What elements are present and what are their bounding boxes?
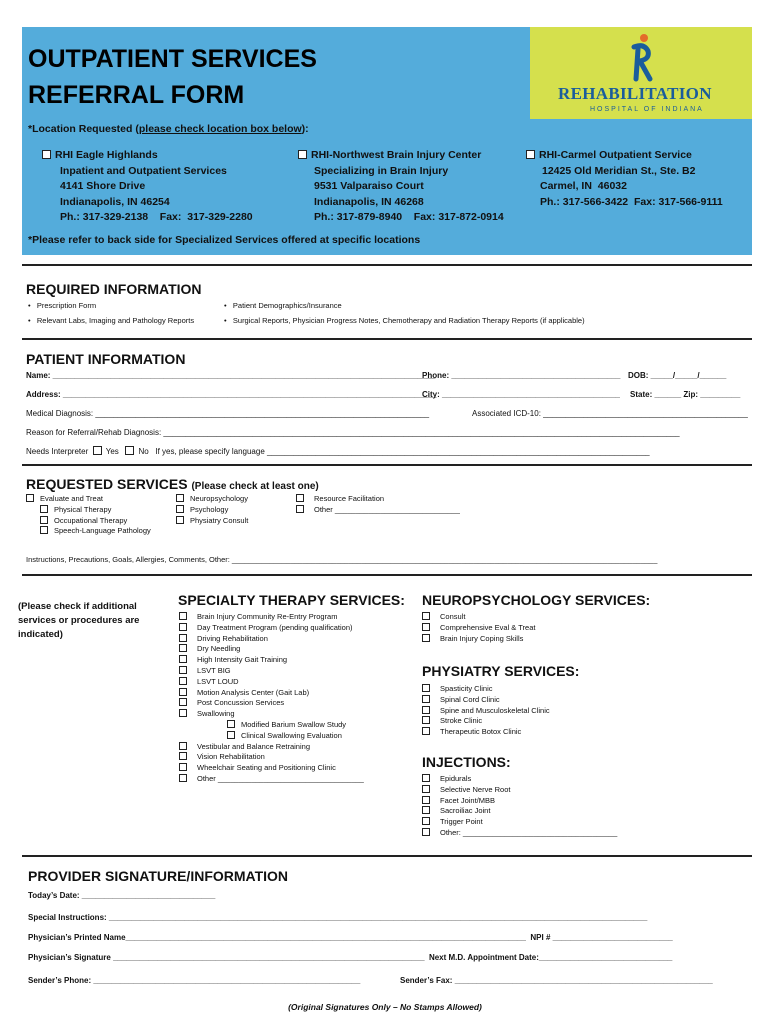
specialty-item[interactable]: Motion Analysis Center (Gait Lab) [179,688,364,699]
specialty-item[interactable]: Swallowing [179,709,364,720]
requested-services-heading: REQUESTED SERVICES (Please check at least one) [26,476,319,492]
service-neuropsychology[interactable]: Neuropsychology [176,494,248,505]
injection-item[interactable]: Sacroiliac Joint [422,806,617,817]
location-checkbox-eagle[interactable] [42,150,51,159]
requested-col-2 [176,494,248,526]
physician-signature-field[interactable]: Physician’s Signature ______________________________________________________________________ Next M.D. Appointment Date:______________________________ [28,953,673,962]
language-field[interactable]: If yes, please specify language ______________________________________________________________________________________ [155,447,650,456]
required-item-4: • Surgical Reports, Physician Progress Notes, Chemotherapy and Radiation Therapy Reports (if applicable) [224,316,585,325]
dob-field[interactable]: DOB: _____/_____/______ [628,371,727,380]
divider-3 [22,464,752,466]
patient-info-heading: PATIENT INFORMATION [26,351,186,367]
neuro-item[interactable]: Brain Injury Coping Skills [422,634,535,645]
title-line-2: REFERRAL FORM [28,81,245,109]
special-instructions-field[interactable]: Special Instructions: _________________________________________________________________________________________________________________________ [28,913,648,922]
specialty-item[interactable]: Vestibular and Balance Retraining [179,742,364,753]
physiatry-list [422,684,550,738]
address-field[interactable]: Address: ____________________________________________________________________________________ [26,390,437,399]
physiatry-item[interactable]: Stroke Clinic [422,716,550,727]
additional-services-note: (Please check if additional services or procedures are indicated) [18,601,140,640]
requested-col-1 [26,494,151,537]
location-eagle-highlands[interactable]: RHI Eagle Highlands Inpatient and Outpatient Services 4141 Shore Drive Indianapolis, IN 46254 Ph.: 317-329-2138 Fax: 317-329-2280 [42,148,253,226]
swallow-sub-item[interactable]: Clinical Swallowing Evaluation [179,731,364,742]
specialty-item[interactable]: Brain Injury Community Re-Entry Program [179,612,364,623]
location-checkbox-northwest[interactable] [298,150,307,159]
service-resource-facilitation[interactable]: Resource Facilitation [296,494,460,505]
required-item-1: • Prescription Form [28,301,97,310]
injection-item[interactable]: Epidurals [422,774,617,785]
rehabilitation-figure-icon [626,33,656,83]
form-header [22,27,752,255]
provider-heading: PROVIDER SIGNATURE/INFORMATION [28,868,289,884]
injections-list [422,774,617,839]
divider-1 [22,264,752,266]
diagnosis-field[interactable]: Medical Diagnosis: ___________________________________________________________________________ [26,409,430,418]
specialty-item[interactable]: Driving Rehabilitation [179,634,364,645]
sender-fax-field[interactable]: Sender’s Fax: __________________________________________________________ [400,976,713,985]
specialty-list [179,612,364,785]
neuro-heading: NEUROPSYCHOLOGY SERVICES: [422,592,651,608]
interpreter-yes-checkbox[interactable] [93,446,102,455]
location-checkbox-carmel[interactable] [526,150,535,159]
injection-item[interactable]: Trigger Point [422,817,617,828]
service-psychology[interactable]: Psychology [176,505,248,516]
service-physical-therapy[interactable]: Physical Therapy [26,505,151,516]
required-info-heading: REQUIRED INFORMATION [26,281,202,297]
injection-item[interactable]: Selective Nerve Root [422,785,617,796]
service-occupational-therapy[interactable]: Occupational Therapy [26,516,151,527]
physiatry-item[interactable]: Spasticity Clinic [422,684,550,695]
specialty-item[interactable]: Other ___________________________________ [179,774,364,785]
neuro-item[interactable]: Comprehensive Eval & Treat [422,623,535,634]
logo-box [530,27,752,119]
phone-field[interactable]: Phone: ______________________________________ [422,371,621,380]
service-evaluate-treat[interactable]: Evaluate and Treat [26,494,151,505]
specialty-item[interactable]: Vision Rehabilitation [179,752,364,763]
todays-date-field[interactable]: Today’s Date: ______________________________ [28,891,216,900]
physiatry-item[interactable]: Therapeutic Botox Clinic [422,727,550,738]
logo-subtext: HOSPITAL OF INDIANA [590,106,704,113]
instructions-field[interactable]: Instructions, Precautions, Goals, Allergies, Comments, Other: ______________________________________________________________________________________________________ [26,555,658,564]
neuro-item[interactable]: Consult [422,612,535,623]
specialty-heading: SPECIALTY THERAPY SERVICES: [178,592,405,608]
physician-printed-name-field[interactable]: Physician’s Printed Name__________________________________________________________________________________________ NPI # ___________________________ [28,933,673,942]
specialty-item[interactable]: Post Concussion Services [179,698,364,709]
specialty-item[interactable]: High Intensity Gait Training [179,655,364,666]
specialized-services-note: *Please refer to back side for Specialized Services offered at specific locations [28,234,421,246]
interpreter-label: Needs Interpreter [26,447,89,456]
interpreter-row: Needs Interpreter Yes No If yes, please specify language ______________________________________________________________________________________ [26,447,650,456]
sender-phone-field[interactable]: Sender’s Phone: ____________________________________________________________ [28,976,361,985]
icd-field[interactable]: Associated ICD-10: ______________________________________________ [472,409,748,418]
required-item-3: • Relevant Labs, Imaging and Pathology Reports [28,316,195,325]
location-carmel[interactable]: RHI-Carmel Outpatient Service 12425 Old Meridian St., Ste. B2 Carmel, IN 46032 Ph.: 317-566-3422 Fax: 317-566-9111 [526,148,723,210]
service-other[interactable]: Other ______________________________ [296,505,460,516]
specialty-item[interactable]: Wheelchair Seating and Positioning Clinic [179,763,364,774]
name-field[interactable]: Name: ______________________________________________________________________________________ [26,371,436,380]
requested-col-3 [296,494,460,516]
neuro-list [422,612,535,644]
form-title [28,41,317,113]
city-field[interactable]: City: ________________________________________ [422,390,620,399]
logo-text: REHABILITATION [558,84,712,103]
specialty-item[interactable]: LSVT LOUD [179,677,364,688]
injections-heading: INJECTIONS: [422,754,511,770]
specialty-item[interactable]: Dry Needling [179,644,364,655]
service-physiatry-consult[interactable]: Physiatry Consult [176,516,248,527]
swallow-sub-item[interactable]: Modified Barium Swallow Study [179,720,364,731]
required-item-2: • Patient Demographics/Insurance [224,301,342,310]
location-requested-label: *Location Requested (please check location box below): [28,123,309,135]
physiatry-heading: PHYSIATRY SERVICES: [422,663,580,679]
interpreter-no-checkbox[interactable] [125,446,134,455]
location-northwest[interactable]: RHI-Northwest Brain Injury Center Specializing in Brain Injury 9531 Valparaiso Court Indianapolis, IN 46268 Ph.: 317-879-8940 Fax: 317-872-0914 [298,148,504,226]
physiatry-item[interactable]: Spine and Musculoskeletal Clinic [422,706,550,717]
reason-field[interactable]: Reason for Referral/Rehab Diagnosis: ____________________________________________________________________________________________________________________ [26,428,680,437]
service-speech-language[interactable]: Speech-Language Pathology [26,526,151,537]
injection-item[interactable]: Other: _____________________________________ [422,828,617,839]
divider-5 [22,855,752,857]
divider-2 [22,338,752,340]
specialty-item[interactable]: LSVT BIG [179,666,364,677]
injection-item[interactable]: Facet Joint/MBB [422,796,617,807]
physiatry-item[interactable]: Spinal Cord Clinic [422,695,550,706]
divider-4 [22,574,752,576]
state-zip-field[interactable]: State: ______ Zip: _________ [630,390,741,399]
title-line-1: OUTPATIENT SERVICES [28,45,317,73]
signature-footer-note: (Original Signatures Only – No Stamps Allowed) [288,1002,482,1012]
specialty-item[interactable]: Day Treatment Program (pending qualification) [179,623,364,634]
